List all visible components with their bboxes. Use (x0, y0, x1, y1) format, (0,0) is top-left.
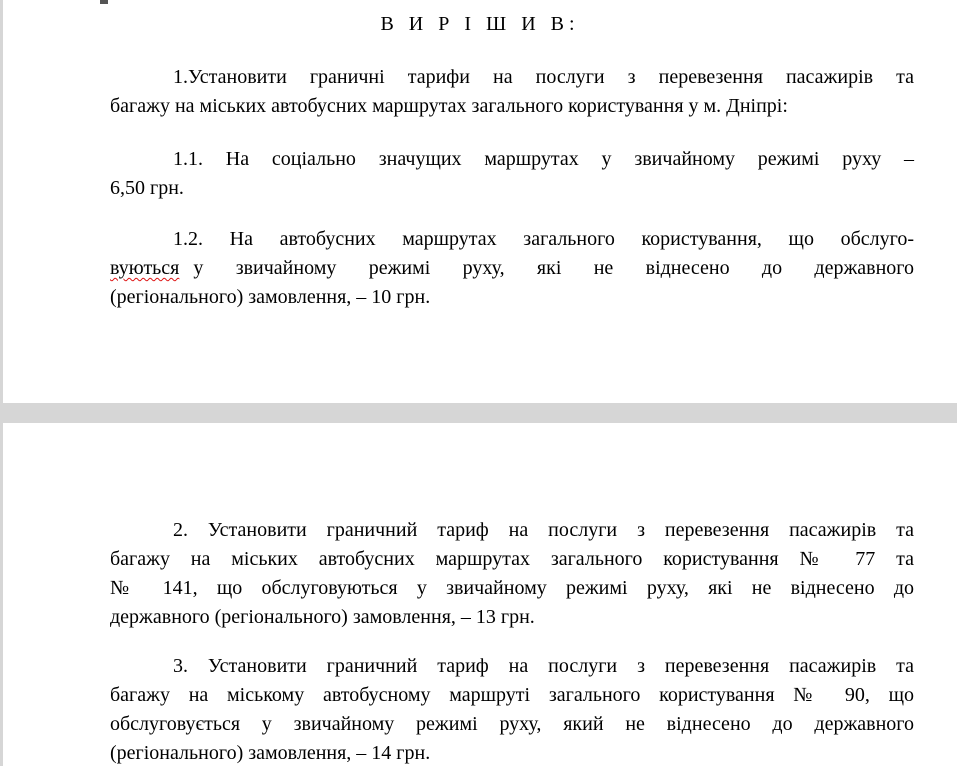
paragraph-1 (110, 63, 914, 121)
page-corner-mark (100, 0, 108, 4)
paragraph-line: (регіонального) замовлення, – 10 грн. (110, 286, 431, 308)
paragraph-line: 6,50 грн. (110, 177, 184, 199)
paragraph-1-2 (110, 225, 914, 312)
document-page-1 (3, 0, 957, 403)
spellcheck-flagged-word[interactable]: вуються (110, 257, 180, 279)
paragraph-line: (регіонального) замовлення, – 14 грн. (110, 742, 431, 764)
paragraph-2 (110, 516, 914, 632)
paragraph-line-rest: у звичайному режимі руху, які не віднесено до державного (193, 257, 914, 279)
paragraph-line: багажу на міських автобусних маршрутах загального користування № 77 та (110, 548, 914, 570)
document-page-2 (3, 423, 957, 766)
paragraph-line: 3. Установити граничний тариф на послуги з перевезення пасажирів та (173, 655, 914, 677)
paragraph-line: державного (регіонального) замовлення, – 13 грн. (110, 606, 535, 628)
paragraph-line: обслуговується у звичайному режимі руху, який не віднесено до державного (110, 713, 914, 735)
paragraph-3 (110, 652, 914, 766)
paragraph-line: багажу на міських автобусних маршрутах загального користування у м. Дніпрі: (110, 95, 788, 117)
paragraph-line: багажу на міському автобусному маршруті загального користування № 90, що (110, 684, 914, 706)
decision-heading: В И Р І Ш И В: (380, 13, 580, 35)
paragraph-1-1 (110, 145, 914, 203)
paragraph-line (110, 254, 914, 283)
paragraph-line: 1.1. На соціально значущих маршрутах у звичайному режимі руху – (173, 148, 914, 170)
paragraph-line: 1.Установити граничні тарифи на послуги з перевезення пасажирів та (173, 66, 914, 88)
paragraph-line: 1.2. На автобусних маршрутах загального користування, що обслуго- (173, 228, 914, 250)
paragraph-line: № 141, що обслуговуються у звичайному режимі руху, які не віднесено до (110, 577, 914, 599)
paragraph-line: 2. Установити граничний тариф на послуги з перевезення пасажирів та (173, 519, 914, 541)
